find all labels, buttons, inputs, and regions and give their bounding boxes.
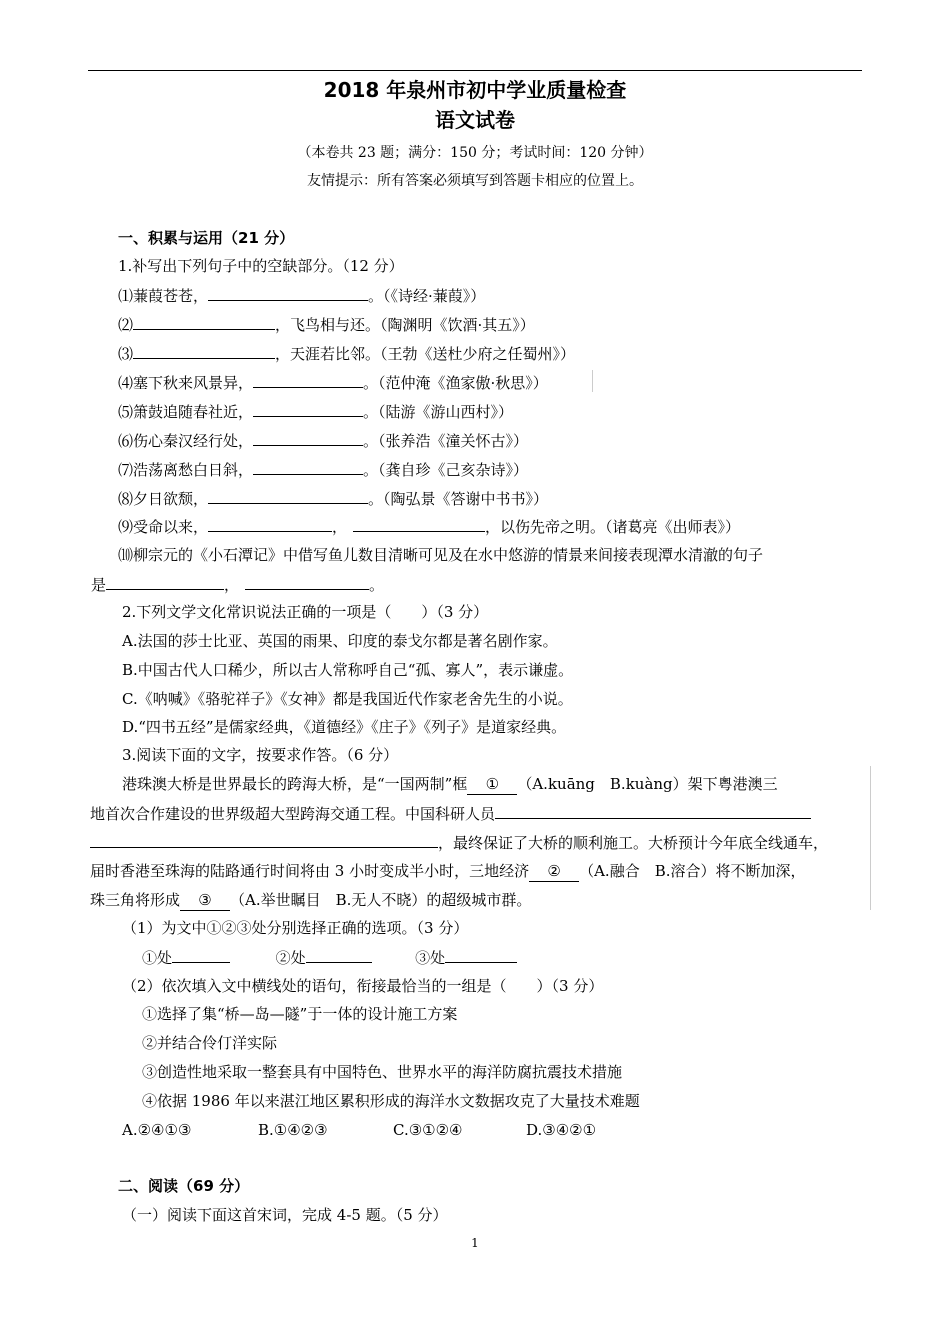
passage-line-4: 届时香港至珠海的陆路通行时间将由 3 小时变成半小时，三地经济 ② （A.融合 B.溶合）将不断加深， [90, 862, 806, 880]
passage-answer-blank [90, 832, 438, 848]
q2-stem: 2.下列文学文化常识说法正确的一项是（ ）（3 分） [122, 603, 489, 621]
passage-blank-1: ① [467, 774, 517, 795]
q3-sub2-choice-c: C.③①②④ [393, 1121, 463, 1139]
q1-item-2: ⑵ ，飞鸟相与还。（陶渊明《饮酒·其五》） [118, 316, 535, 334]
answer-blank [133, 314, 275, 330]
section1-heading: 一、积累与运用（21 分） [118, 229, 295, 247]
answer-blank [253, 459, 363, 475]
q1-item-9: ⑼受命以来， ， ，以伤先帝之明。（诸葛亮《出师表》） [118, 518, 741, 536]
passage-line-1: 港珠澳大桥是世界最长的跨海大桥，是“一国两制”框 ① （A.kuāng B.kuàng）架下粤港澳三 [122, 775, 778, 793]
q1-stem: 1.补写出下列句子中的空缺部分。（12 分） [118, 257, 404, 275]
answer-blank [306, 947, 372, 963]
q1-item-6: ⑹伤心秦汉经行处， 。（张养浩《潼关怀古》） [118, 432, 529, 450]
margin-mark [592, 370, 594, 392]
passage-line-5: 珠三角将形成 ③ （A.举世瞩目 B.无人不晓）的超级城市群。 [90, 891, 532, 909]
q3-sub2-item-3: ③创造性地采取一整套具有中国特色、世界水平的海洋防腐抗震技术措施 [142, 1063, 623, 1081]
answer-blank [253, 372, 363, 388]
q3-sub1-answers: ①处 ②处 ③处 [142, 947, 517, 968]
q1-item-1: ⑴蒹葭苍苍， 。（《诗经·蒹葭》） [118, 287, 486, 305]
q1-item-10-line1: ⑽柳宗元的《小石潭记》中借写鱼儿数目清晰可见及在水中悠游的情景来间接表现潭水清澈的句子 [118, 546, 764, 564]
passage-blank-2: ② [529, 861, 579, 882]
answer-blank [208, 285, 368, 301]
q3-sub2-stem: （2）依次填入文中横线处的语句，衔接最恰当的一组是（ ）（3 分） [122, 977, 604, 995]
answer-blank [133, 343, 275, 359]
q2-option-d: D.“四书五经”是儒家经典，《道德经》《庄子》《列子》是道家经典。 [122, 718, 567, 736]
q1-item-8: ⑻夕日欲颓， 。（陶弘景《答谢中书书》） [118, 490, 549, 508]
q3-sub2-choice-d: D.③④②① [526, 1121, 597, 1139]
answer-blank [172, 947, 230, 963]
q3-stem: 3.阅读下面的文字，按要求作答。（6 分） [122, 746, 399, 764]
q2-option-c: C.《呐喊》《骆驼祥子》《女神》都是我国近代作家老舍先生的小说。 [122, 690, 573, 708]
q1-item-10-line2: 是 ， 。 [91, 576, 385, 594]
q3-sub2-item-1: ①选择了集“桥—岛—隧”于一体的设计施工方案 [142, 1005, 458, 1023]
passage-answer-blank [495, 803, 811, 819]
answer-blank [253, 401, 363, 417]
answer-blank [208, 488, 368, 504]
answer-blank [445, 947, 517, 963]
section2-sub: （一）阅读下面这首宋词，完成 4-5 题。（5 分） [122, 1206, 448, 1224]
q1-item-7: ⑺浩荡离愁白日斜， 。（龚自珍《己亥杂诗》） [118, 461, 529, 479]
q1-item-4: ⑷塞下秋来风景异， 。（范仲淹《渔家傲·秋思》） [118, 374, 548, 392]
exam-tip: 友情提示：所有答案必须填写到答题卡相应的位置上。 [307, 173, 643, 189]
q3-sub1-stem: （1）为文中①②③处分别选择正确的选项。（3 分） [122, 919, 469, 937]
passage-blank-3: ③ [180, 890, 230, 911]
q3-sub2-choice-b: B.①④②③ [258, 1121, 328, 1139]
answer-blank [353, 516, 485, 532]
q3-sub2-item-2: ②并结合伶仃洋实际 [142, 1034, 278, 1052]
answer-blank [253, 430, 363, 446]
answer-blank [106, 574, 224, 590]
q1-item-5: ⑸箫鼓追随春社近， 。（陆游《游山西村》） [118, 403, 514, 421]
exam-title: 2018 年泉州市初中学业质量检查 [323, 78, 627, 102]
section2-heading: 二、阅读（69 分） [118, 1177, 250, 1195]
q3-sub2-item-4: ④依据 1986 年以来湛江地区累积形成的海洋水文数据攻克了大量技术难题 [142, 1092, 640, 1110]
answer-blank [208, 516, 332, 532]
passage-line-3: ，最终保证了大桥的顺利施工。大桥预计今年底全线通车， [90, 832, 828, 853]
page-number: 1 [471, 1236, 479, 1250]
q3-passage [88, 766, 871, 910]
top-rule [88, 70, 862, 71]
q2-option-b: B.中国古代人口稀少，所以古人常称呼自己“孤、寡人”，表示谦虚。 [122, 661, 574, 679]
q1-item-3: ⑶ ，天涯若比邻。（王勃《送杜少府之任蜀州》） [118, 345, 576, 363]
q3-sub2-choice-a: A.②④①③ [122, 1121, 192, 1139]
answer-blank [245, 574, 369, 590]
q2-option-a: A.法国的莎士比亚、英国的雨果、印度的泰戈尔都是著名剧作家。 [122, 632, 558, 650]
exam-subject: 语文试卷 [435, 108, 515, 132]
exam-info: （本卷共 23 题；满分：150 分；考试时间：120 分钟） [297, 145, 653, 161]
passage-line-2: 地首次合作建设的世界级超大型跨海交通工程。中国科研人员 [90, 803, 811, 824]
